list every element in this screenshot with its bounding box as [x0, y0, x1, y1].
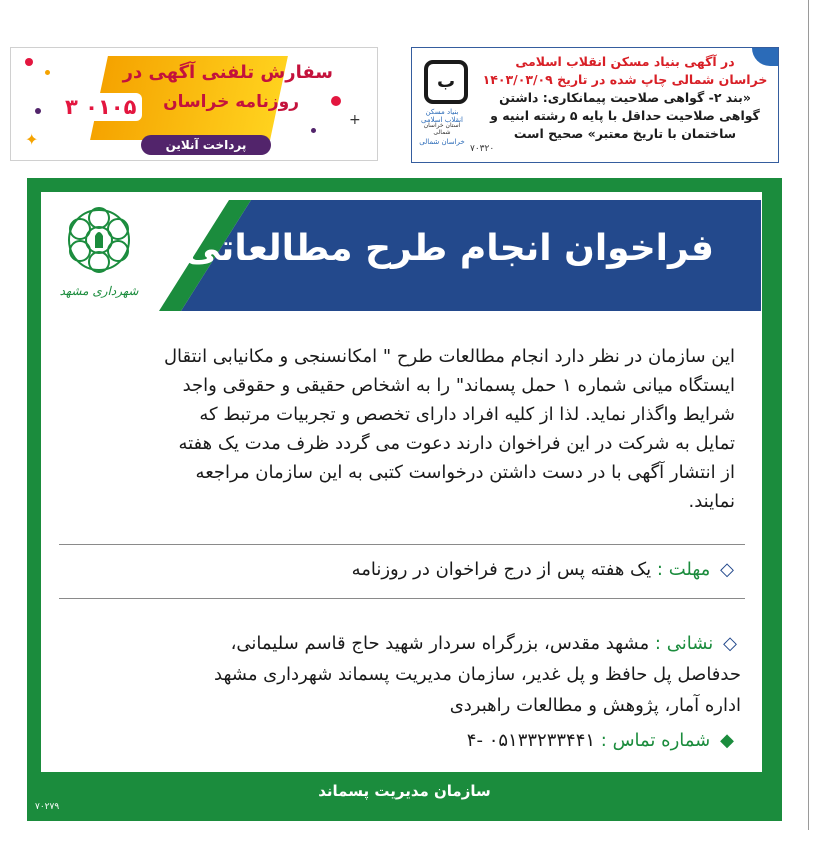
notice-body: [41, 192, 762, 772]
notice-code: ۷۰۲۷۹: [35, 802, 60, 812]
correction-line: خراسان شمالی چاپ شده در تاریخ ۱۴۰۳/۰۳/۰۹: [482, 72, 768, 87]
divider: [59, 598, 745, 599]
paragraph-line: این سازمان در نظر دارد انجام مطالعات طرح " امکانسنجی و مکانیابی انتقال: [163, 346, 735, 367]
phone-label: شماره تماس :: [600, 730, 711, 751]
address-line-1: مشهد مقدس، بزرگراه سردار شهید حاج قاسم سلیمانی،: [230, 633, 650, 654]
column-divider: [808, 0, 809, 830]
ad-line-1: سفارش تلفنی آگهی در: [122, 62, 333, 83]
correction-line: «بند ۲- گواهی صلاحیت پیمانکاری: داشتن: [499, 90, 751, 105]
ad-line-2: روزنامه خراسان: [163, 92, 299, 112]
deadline-label: مهلت :: [656, 559, 711, 580]
dot-icon: [35, 108, 41, 114]
phone-row: [467, 730, 738, 751]
logo-caption-2: استان خراسان شمالی: [423, 122, 461, 136]
phone-value: ۰۵۱۳۳۲۳۳۴۴۱ -۴: [466, 730, 596, 751]
dot-icon: [331, 96, 341, 106]
deadline-value: یک هفته پس از درج فراخوان در روزنامه: [351, 559, 652, 580]
correction-line: گواهی صلاحیت حداقل با پایه ۵ رشته ابنیه و: [490, 108, 760, 123]
plus-icon: +: [349, 112, 361, 128]
correction-line: در آگهی بنیاد مسکن انقلاب اسلامی: [515, 54, 735, 69]
logo-caption-3: خراسان شمالی: [419, 138, 465, 146]
seal-icon: ب: [424, 60, 468, 104]
address-line-3: اداره آمار، پژوهش و مطالعات راهبردی: [449, 695, 741, 716]
dot-icon: [45, 70, 50, 75]
paragraph-line: شرایط واگذار نماید. لذا از کلیه افراد دارای تخصص و تجربیات مرتبط که: [199, 404, 735, 425]
divider: [59, 544, 745, 545]
diamond-outline-icon: ◇: [723, 633, 737, 654]
ad-phone-order[interactable]: [10, 47, 378, 161]
emblem-caption: شهرداری مشهد: [59, 284, 139, 298]
address-line-2: حدفاصل پل حافظ و پل غدیر، سازمان مدیریت پسماند شهرداری مشهد: [214, 664, 741, 685]
paragraph-line: تمایل به شرکت در این فراخوان دارند دعوت می گردد ظرف مدت یک هفته: [178, 433, 735, 454]
housing-foundation-logo: [416, 56, 468, 156]
paragraph-line: از انتشار آگهی با در دست داشتن درخواست کتبی به این سازمان مراجعه: [195, 462, 735, 483]
paragraph-line: ایستگاه میانی شماره ۱ حمل پسماند" را به اشخاص حقیقی و حقوقی واجد: [182, 375, 735, 396]
dot-icon: [25, 58, 33, 66]
ad-phone-number: ۳ ۰۱۰۵: [59, 93, 142, 121]
sparkle-icon: ✦: [25, 130, 39, 149]
footer-organization: سازمان مدیریت پسماند: [318, 782, 491, 800]
correction-lines: [480, 53, 770, 143]
address-line: [59, 628, 741, 659]
dot-icon: [311, 128, 316, 133]
notice-paragraph: [59, 342, 735, 516]
correction-line: ساختمان با تاریخ معتبر» صحیح است: [513, 126, 737, 141]
deadline-row: [352, 559, 738, 580]
paragraph-line: نمایند.: [688, 491, 735, 512]
correction-notice: [411, 47, 779, 163]
ad-code: ۷۰۳۲۰: [470, 144, 495, 154]
diamond-outline-icon: ◇: [720, 559, 734, 580]
address-label: نشانی :: [654, 633, 714, 654]
diamond-filled-icon: ◆: [720, 730, 734, 751]
logo-caption-1: بنیاد مسکن انقلاب اسلامی: [421, 108, 463, 124]
address-block: [59, 628, 741, 721]
notice-title: فراخوان انجام طرح مطالعاتی: [184, 228, 714, 269]
pay-online-button[interactable]: پرداخت آنلاین: [141, 135, 271, 155]
tender-notice: [27, 178, 782, 821]
